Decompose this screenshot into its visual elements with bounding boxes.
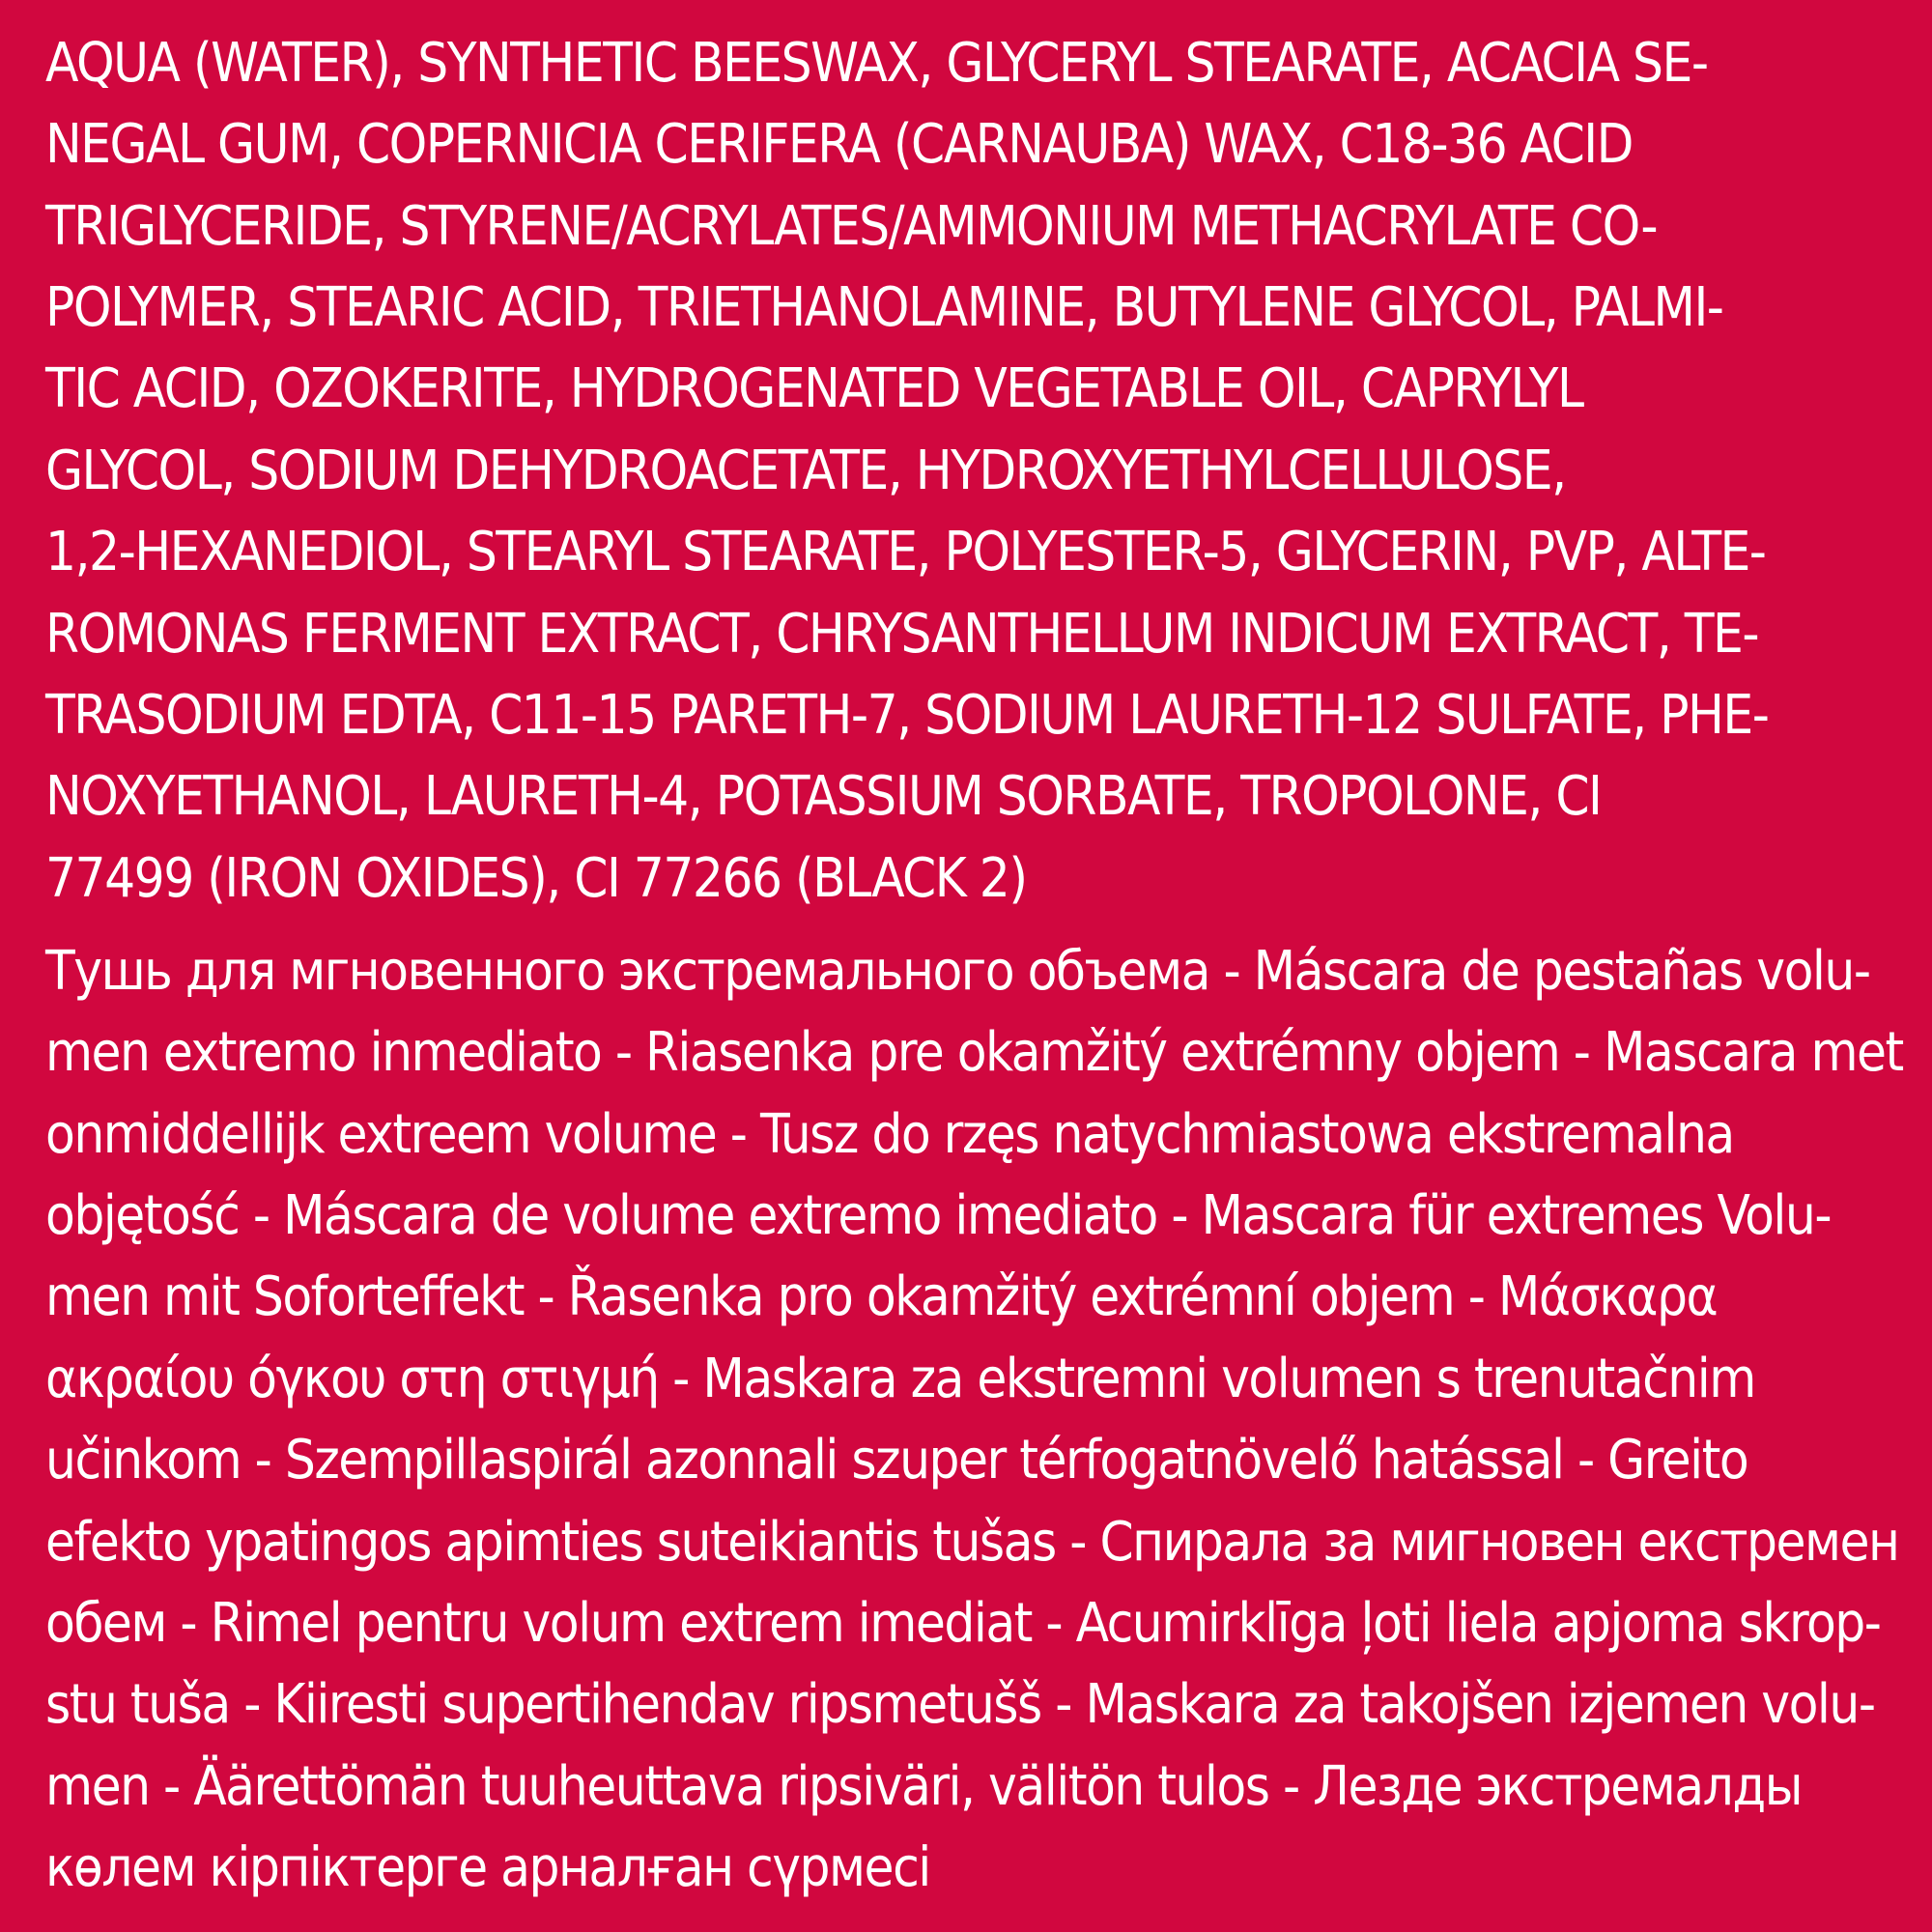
product-names-line: efekto ypatingos apimties suteikiantis tušas - Спирала за мигновен екстремен <box>45 1511 1899 1574</box>
product-names-line: men extremo inmediato - Riasenka pre okamžitý extrémny objem - Mascara met <box>45 1021 1903 1084</box>
product-names-line: učinkom - Szempillaspirál azonnali szuper térfogatnövelő hatással - Greito <box>45 1429 1748 1492</box>
ingredients-line: AQUA (WATER), SYNTHETIC BEESWAX, GLYCERYL STEARATE, ACACIA SE- <box>45 32 1708 95</box>
ingredients-line: POLYMER, STEARIC ACID, TRIETHANOLAMINE, BUTYLENE GLYCOL, PALMI- <box>45 276 1723 339</box>
ingredients-line: TIC ACID, OZOKERITE, HYDROGENATED VEGETABLE OIL, CAPRYLYL <box>45 357 1583 420</box>
ingredients-line: ROMONAS FERMENT EXTRACT, CHRYSANTHELLUM INDICUM EXTRACT, TE- <box>45 603 1759 666</box>
product-names-line: stu tuša - Kiiresti supertihendav ripsmetušš - Maskara za takojšen izjemen volu- <box>45 1673 1875 1736</box>
product-names-line: ακραίου όγκου στη στιγμή - Maskara za ekstremni volumen s trenutačnim <box>45 1348 1755 1410</box>
ingredients-line: GLYCOL, SODIUM DEHYDROACETATE, HYDROXYETHYLCELLULOSE, <box>45 440 1566 502</box>
product-names-line: Тушь для мгновенного экстремального объема - Máscara de pestañas volu- <box>45 940 1870 1003</box>
product-names-line: objętość - Máscara de volume extremo imediato - Mascara für extremes Volu- <box>45 1184 1832 1247</box>
product-names-line: обем - Rimel pentru volum extrem imediat - Acumirklīga ļoti liela apjoma skrop- <box>45 1592 1881 1655</box>
product-names-line: onmiddellijk extreem volume - Tusz do rzęs natychmiastowa ekstremalna <box>45 1103 1734 1166</box>
ingredients-line: TRIGLYCERIDE, STYRENE/ACRYLATES/AMMONIUM METHACRYLATE CO- <box>45 195 1657 258</box>
ingredients-line: 77499 (IRON OXIDES), CI 77266 (BLACK 2) <box>45 847 1027 910</box>
ingredients-line: TRASODIUM EDTA, C11-15 PARETH-7, SODIUM LAURETH-12 SULFATE, PHE- <box>45 684 1769 747</box>
ingredients-line: NOXYETHANOL, LAURETH-4, POTASSIUM SORBATE, TROPOLONE, CI <box>45 765 1602 828</box>
ingredients-line: 1,2-HEXANEDIOL, STEARYL STEARATE, POLYESTER-5, GLYCERIN, PVP, ALTE- <box>45 521 1766 583</box>
product-names-line: men mit Soforteffekt - Řasenka pro okamžitý extrémní objem - Μάσκαρα <box>45 1265 1718 1328</box>
product-names-line: men - Äärettömän tuuheuttava ripsiväri, välitön tulos - Лезде экстремалды <box>45 1755 1802 1818</box>
ingredients-line: NEGAL GUM, COPERNICIA CERIFERA (CARNAUBA) WAX, C18-36 ACID <box>45 113 1633 176</box>
product-names-line: көлем кірпіктерге арналған сүрмесі <box>45 1836 930 1899</box>
